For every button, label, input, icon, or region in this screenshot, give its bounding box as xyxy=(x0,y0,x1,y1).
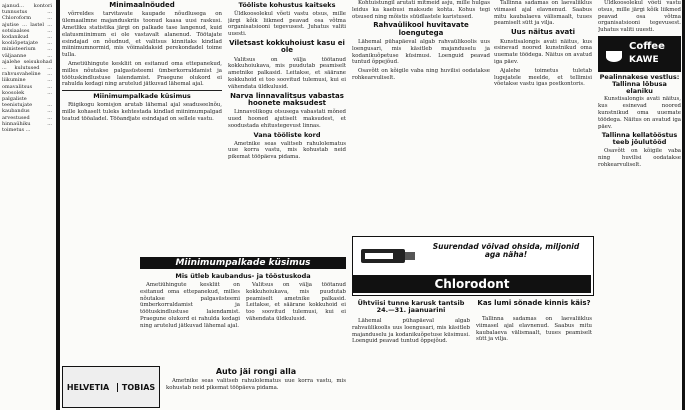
column-e-para-3: Ajalehe toimetus tuletab lugejatele meelde, et tellimisi võetakse vastu igas postkontoris. xyxy=(494,67,592,88)
toothpaste-ad xyxy=(352,236,594,296)
banner-headline: Miinimumpalkade küsimus xyxy=(140,257,346,269)
column-d-para-2: Lähemal pühapäeval algab rahvaülikoolis uus loengusari, mis käsitleb majanduselu ja kodanikuõpetuse küsimusi. Loenguid peavad tuntud õppejõud. xyxy=(352,39,490,66)
banner-body-left xyxy=(140,282,240,362)
column-divider xyxy=(56,0,60,410)
helvetia-ad xyxy=(62,366,160,408)
weather-body-text: Tallinna sadamas on laevaliiklus viimasel ajal elavnenud. Saabus mitu kaubalaeva välismaalt, tuues peamiselt sütt ja vilja. xyxy=(476,316,592,343)
coffee-ad xyxy=(598,36,681,72)
column-e-para-1: Tallinna sadamas on laevaliiklus viimasel ajal elavnenud. Saabus mitu kaubalaeva välismaalt, tuues peamiselt sütt ja vilja. xyxy=(494,0,592,27)
coffee-ad-bottom: KAWE xyxy=(629,54,659,65)
column-d-para-3: Osavõtt on kõigile vaba ning huvilisi oodatakse rohkearvuliselt. xyxy=(352,68,490,82)
column-left xyxy=(0,0,54,410)
coffee-cup-icon xyxy=(603,43,625,65)
dance-body-text: Lähemal pühapäeval algab rahvaülikoolis uus loengusari, mis käsitleb majanduselu ja kodanikuõpetuse küsimusi. Loenguid peavad tuntud õppejõud. xyxy=(352,318,470,345)
column-right xyxy=(598,0,681,410)
column-c-headline-2: Viletsast kokkuhoiust kasu ei ole xyxy=(229,39,345,55)
weather-body xyxy=(476,316,592,408)
toothpaste-ad-headline: Suurendad võivad ohsida, miljonid aga näha! xyxy=(432,242,580,259)
coffee-ad-top: Coffee xyxy=(629,40,665,52)
column-d xyxy=(352,0,490,232)
car-article-body xyxy=(166,378,346,408)
column-c-para-1: Üldkoosolekul võeti vastu otsus, mille järgi kõik liikmed peavad osa võtma organisatsiooni tegevusest. Juhatus valiti uuesti. xyxy=(228,10,346,38)
column-b-headline-1: Minimaalnöuded xyxy=(109,1,175,9)
banner-body-right-text: Valitsus on välja töötanud kokkuhoiukava, mis puudutab peamiselt ametnike palkasid. Leitakse, et säärane kokkuhoid ei too soovitud tulemusi, kui ei vähendata üldkulusid. xyxy=(246,282,346,322)
divider-rule xyxy=(62,90,222,91)
helvetia-ad-right: TOBIAS xyxy=(117,383,155,392)
column-right-para-1: Üldkoosolekul võeti vastu otsus, mille järgi kõik liikmed peavad osa võtma organisatsiooni tegevusest. Juhatus valiti uuesti. xyxy=(598,0,681,34)
column-right-para-3: Osavõtt on kõigile vaba ning huvilisi oodatakse rohkearvuliselt. xyxy=(598,148,681,168)
column-e xyxy=(494,0,592,232)
toothpaste-tube-icon xyxy=(359,243,419,269)
column-c-headline-3: Narva linnavalitsus vabastas hoonete maksudest xyxy=(230,91,344,108)
column-b-headline-2: Miinimumpalkade küsimus xyxy=(93,92,191,101)
column-right-para-2: Kunstisalongis avati näitus, kus esinevad noored kunstnikud oma uuemate töödega. Näitus on avatud iga päev. xyxy=(598,96,681,130)
column-b-para-1: võrreldes tarvitavate kaupade nõudlusega on ülemaailmne majanduskriis toonud kaasa uusi raskusi. Ametliku statistika järgi on palkade tase langenud, kuid elatusmiinimum ei ole vastavalt alanenud. Töötajate esindajad on nõudnud, et valitsus kinnitaks kindlad miinimumnormid, mis võimaldaksid perekondadel toime tulla. xyxy=(62,11,222,59)
column-e-headline-1: Uus näitus avati xyxy=(510,28,576,37)
dance-headline: Ühtviisi tunne karusk tantsib 24.—31. jaanuarini xyxy=(357,299,465,314)
column-c-para-3: Linnavolikogu otsusega vabastati mõned uued hooned ajutiselt maksudest, et soodustada ehitustegevust linnas. xyxy=(228,109,346,129)
column-b-body-2 xyxy=(62,102,222,122)
car-article-title: Auto jäi rongi alla xyxy=(215,367,297,376)
car-article-text: Ametnike seas valitseb rahulolematus uue korra vastu, mis kohustab neid pikemat tööpäeva pidama. xyxy=(166,378,346,391)
factory-headline: Tallinna kellatööstus teeb jõulutööd xyxy=(601,131,678,147)
column-c xyxy=(228,0,346,255)
banner-body-right xyxy=(246,282,346,362)
column-left-text: ajanud... kontori tunnustus ... Chloroform ... ajutise ... lastel ... sotsiaalses ... kodanikud ... kooliõpetajate ... ministeerium ... väljaanne ... ajalehe seisukohad ... kulutused ... rahvusvaheline ... liikumine ... omavalitsus ... koosolek ... palgaliste teenistujate ... kaubandus ... arvestused ... hinnaühiku ... toimetus ... xyxy=(2,3,52,134)
weather-headline: Kas lumi sõnade kinnis käis? xyxy=(477,299,591,307)
fair-headline: Pealinnakese vestlus: Tallinna lõbusa elaniku xyxy=(599,72,680,95)
column-d-headline-1: Rahvaülikool huvitavate loengutega xyxy=(373,21,469,37)
banner-body-left-text: Ametiühingute keskliit on esitanud oma ettepanekud, milles nõutakse palgasüsteemi ümberkorraldamist ja töötuskindlustuse laiendamist. Praegune olukord ei rahulda kedagi ning arutelud jätkuvad lähemal ajal. xyxy=(140,282,240,329)
column-b-body xyxy=(62,11,222,88)
column-d-para-1: Kohtuistungil arutati mitmeid asju, mille hulgas leidus ka kaebusi maksude kohta. Kohus tegi otsused ning mõistis süüdlastele karistused. xyxy=(352,0,490,20)
column-b xyxy=(62,0,222,255)
column-c-para-2: Valitsus on välja töötanud kokkuhoiukava, mis puudutab peamiselt ametnike palkasid. Leitakse, et säärane kokkuhoid ei too soovitud tulemusi, kui ei vähendata üldkulusid. xyxy=(228,56,346,90)
helvetia-ad-left: HELVETIA xyxy=(66,382,110,392)
chlorodont-banner: Chlorodont xyxy=(353,275,591,293)
column-c-headline-4: Vana tööliste kord xyxy=(253,130,321,139)
column-c-headline-1: Tööliste kohustus kaitseks xyxy=(238,1,336,9)
column-b-para-3: Riigikogu komisjon arutab lähemal ajal seaduseelnõu, mille kohaselt tuleks kehtestada kindlad miinimumpalgad teatud tööaladel. Tööandjate esindajad on sellele vastu. xyxy=(62,101,222,122)
banner-subheadline: Mis ütleb kaubandus- ja tööstuskoda xyxy=(175,272,311,280)
dance-body xyxy=(352,318,470,408)
column-c-para-4: Ametnike seas valitseb rahulolematus uue korra vastu, mis kohustab neid pikemat tööpäeva pidama. xyxy=(228,140,346,161)
column-b-para-2: Ametiühingute keskliit on esitanud oma ettepanekud, milles nõutakse palgasüsteemi ümberkorraldamist ja töötuskindlustuse laiendamist. Praegune olukord ei rahulda kedagi ning arutelud jätkuvad lähemal ajal. xyxy=(62,60,222,88)
column-e-para-2: Kunstisalongis avati näitus, kus esinevad noored kunstnikud oma uuemate töödega. Näitus on avatud iga päev. xyxy=(494,38,592,65)
